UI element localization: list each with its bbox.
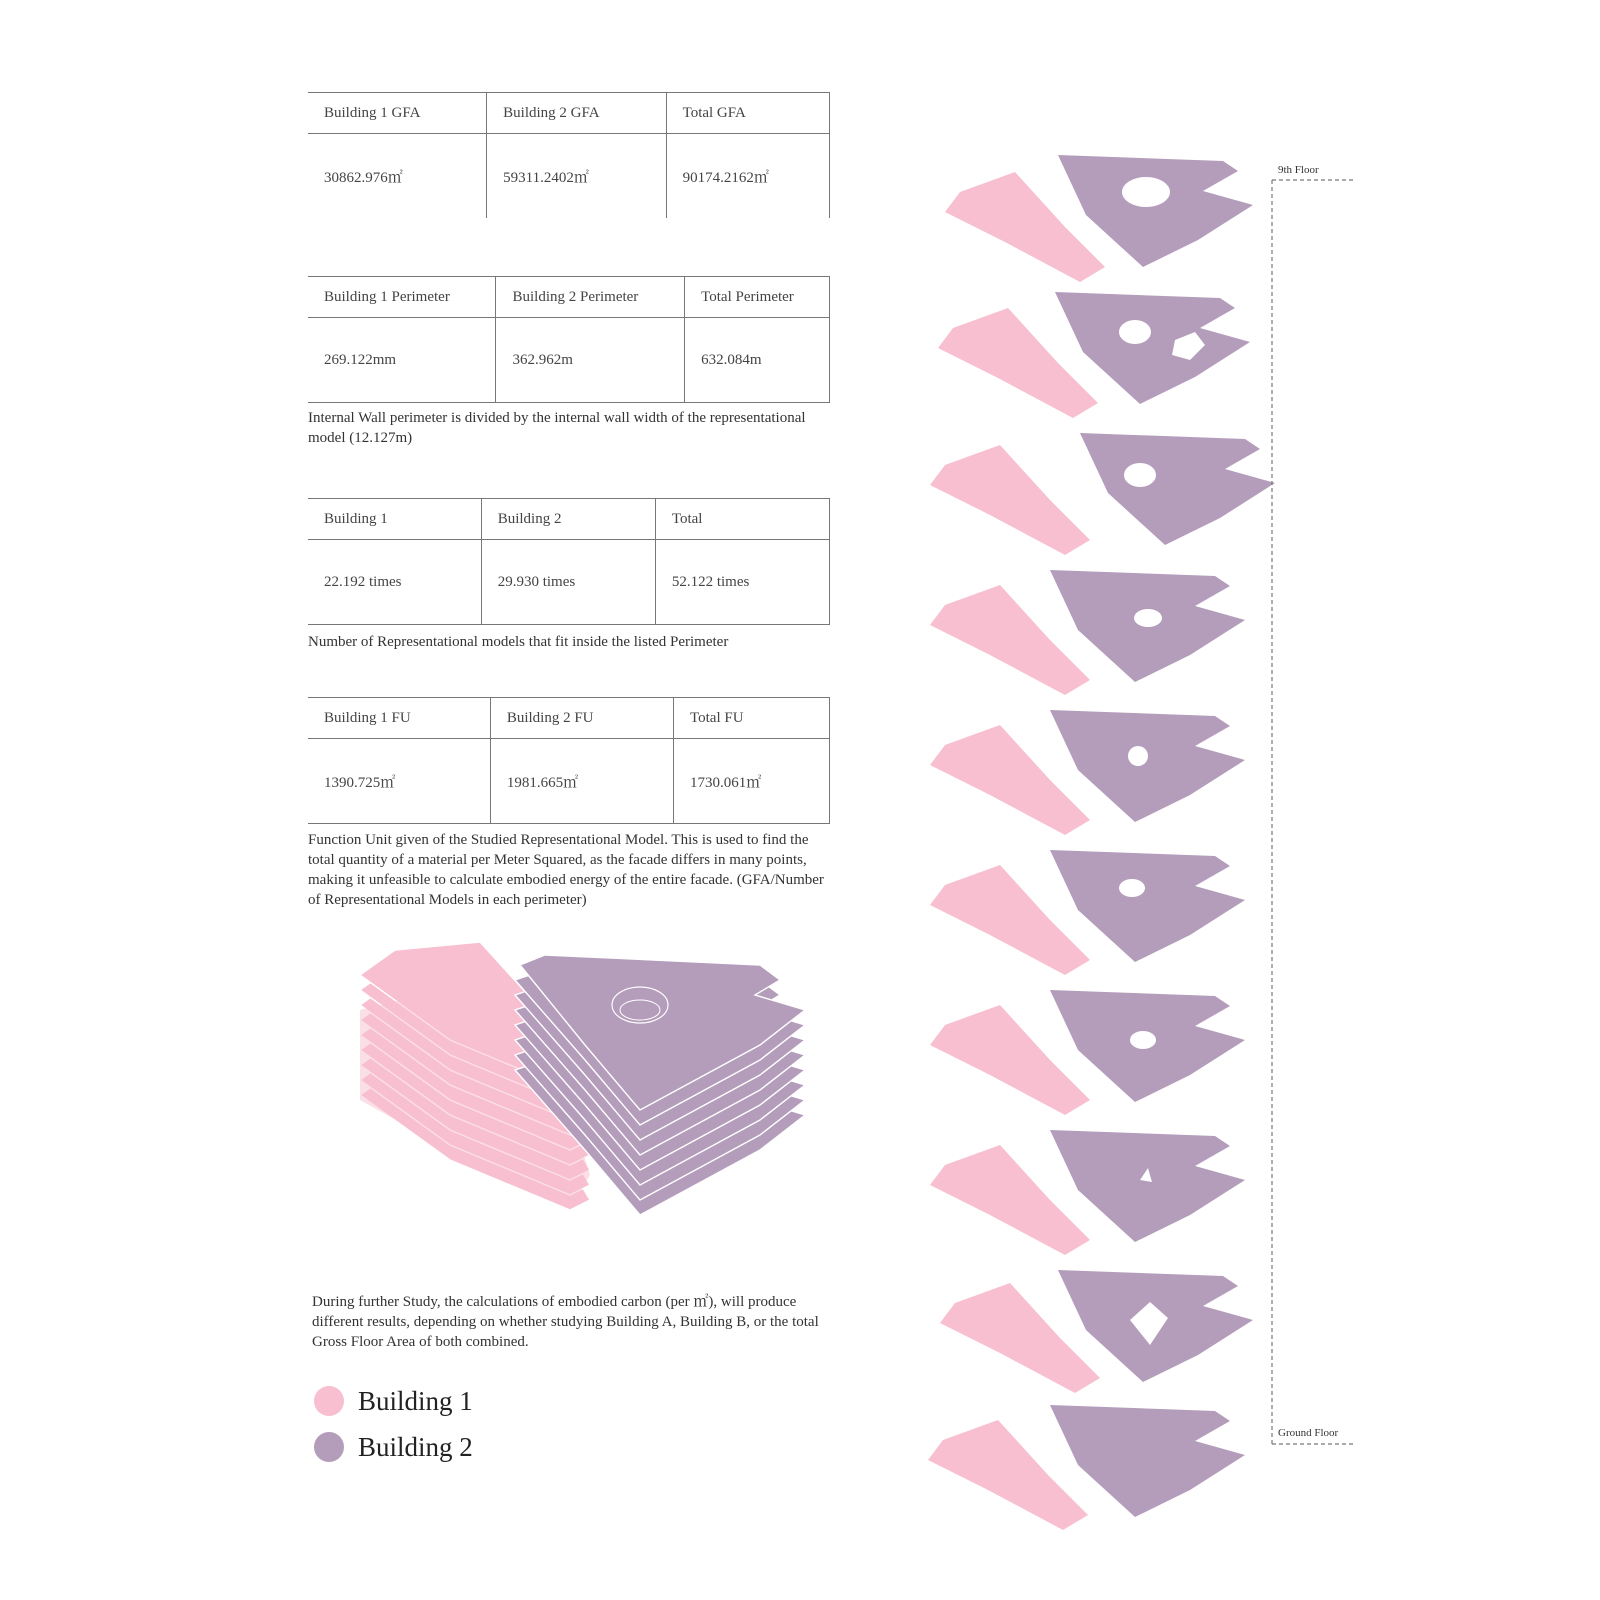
table-header: Building 2 [481, 499, 655, 540]
table-cell: 269.122mm [308, 318, 496, 403]
table-cell: 29.930 times [481, 540, 655, 625]
table-cell: 52.122 times [655, 540, 829, 625]
table-header: Total [655, 499, 829, 540]
legend-label: Building 1 [358, 1385, 473, 1416]
table-cell: 1730.061㎡ [674, 739, 830, 824]
floor-plate-3 [930, 990, 1245, 1115]
floor-plate-5 [930, 710, 1245, 835]
table-cell: 1981.665㎡ [490, 739, 673, 824]
table-header: Building 2 Perimeter [496, 277, 685, 318]
floor-plate-8 [938, 292, 1250, 418]
table-cell: 632.084m [685, 318, 830, 403]
floor-label-top: 9th Floor [1278, 164, 1319, 176]
floor-plate-1 [940, 1270, 1253, 1393]
table-header: Building 2 FU [490, 698, 673, 739]
table-cell: 90174.2162㎡ [666, 134, 829, 219]
table-cell: 362.962m [496, 318, 685, 403]
table-header: Building 1 FU [308, 698, 490, 739]
exploded-floor-plates [928, 155, 1275, 1530]
floor-plate-9 [945, 155, 1253, 282]
floor-plate-ground [928, 1405, 1245, 1530]
perimeter-note: Internal Wall perimeter is divided by the internal wall width of the representational model (12.127m) [308, 410, 806, 446]
function-unit-note: Function Unit given of the Studied Representational Model. This is used to find the total quantity of a material per Meter Squared, as the facade differs in many points, making it unfeasible to calculate embodied energy of the entire facade. (GFA/Number of Representational Models in each perimeter) [308, 832, 824, 908]
floor-plate-4 [930, 850, 1245, 975]
table-cell: 30862.976㎡ [308, 134, 487, 219]
study-note: During further Study, the calculations of embodied carbon (per ㎡), will produce different results, depending on whether studying Building A, Building B, or the total Gross Floor Area of both combined. [312, 1294, 819, 1350]
models-count-note: Number of Representational models that fit inside the listed Perimeter [308, 634, 729, 650]
floor-label-bottom: Ground Floor [1278, 1427, 1339, 1439]
table-header: Total FU [674, 698, 830, 739]
floor-plate-6 [930, 570, 1245, 695]
table-header: Building 1 GFA [308, 93, 487, 134]
floor-plate-2 [930, 1130, 1245, 1255]
table-cell: 59311.2402㎡ [487, 134, 666, 219]
floor-plate-7 [930, 433, 1275, 555]
table-header: Building 2 GFA [487, 93, 666, 134]
table-header: Building 1 Perimeter [308, 277, 496, 318]
table-cell: 1390.725㎡ [308, 739, 490, 824]
table-header: Building 1 [308, 499, 481, 540]
table-header: Total GFA [666, 93, 829, 134]
floor-range-bracket [1272, 180, 1355, 1444]
table-cell: 22.192 times [308, 540, 481, 625]
stacked-building-model [360, 942, 805, 1215]
table-header: Total Perimeter [685, 277, 830, 318]
legend-label: Building 2 [358, 1431, 473, 1462]
